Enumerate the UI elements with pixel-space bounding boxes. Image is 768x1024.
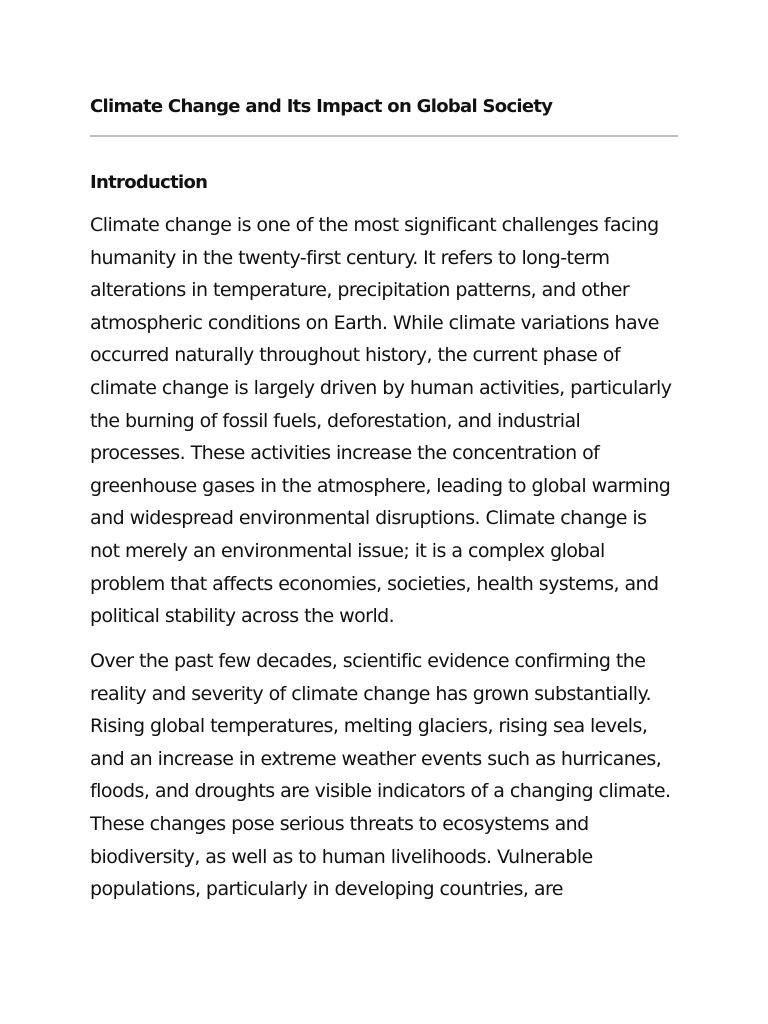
paragraph-line: political stability across the world.: [90, 605, 395, 628]
paragraph-line: processes. These activities increase the concentration of: [90, 442, 600, 465]
body-paragraph-1: [90, 209, 690, 633]
paragraph-line: reality and severity of climate change has grown substantially.: [90, 682, 652, 705]
paragraph-line: Climate change is one of the most significant challenges facing: [90, 214, 659, 236]
paragraph-line: and widespread environmental disruptions. Climate change is: [90, 507, 647, 530]
paragraph-line: and an increase in extreme weather events such as hurricanes,: [90, 747, 662, 770]
paragraph-line: not merely an environmental issue; it is a complex global: [90, 539, 605, 562]
paragraph-line: These changes pose serious threats to ecosystems and: [90, 812, 589, 835]
paragraph-line: greenhouse gases in the atmosphere, leading to global warming: [90, 474, 671, 497]
section-heading-introduction: Introduction: [90, 172, 208, 193]
paragraph-line: biodiversity, as well as to human livelihoods. Vulnerable: [90, 845, 593, 868]
paragraph-line: the burning of fossil fuels, deforestation, and industrial: [90, 409, 581, 432]
paragraph-line: occurred naturally throughout history, the current phase of: [90, 344, 620, 367]
paragraph-line: Rising global temperatures, melting glaciers, rising sea levels,: [90, 715, 648, 738]
paragraph-line: atmospheric conditions on Earth. While climate variations have: [90, 311, 659, 334]
paragraph-line: Over the past few decades, scientific evidence confirming the: [90, 650, 646, 672]
paragraph-line: populations, particularly in developing countries, are: [90, 878, 563, 901]
paragraph-line: problem that affects economies, societies, health systems, and: [90, 572, 659, 595]
paragraph-line: alterations in temperature, precipitation patterns, and other: [90, 279, 630, 302]
paragraph-line: climate change is largely driven by human activities, particularly: [90, 376, 672, 399]
body-paragraph-2: [90, 645, 690, 906]
document-title: Climate Change and Its Impact on Global Society: [90, 96, 553, 117]
paragraph-line: floods, and droughts are visible indicators of a changing climate.: [90, 780, 671, 803]
paragraph-line: humanity in the twenty-first century. It refers to long-term: [90, 246, 610, 269]
title-divider: [90, 135, 678, 137]
